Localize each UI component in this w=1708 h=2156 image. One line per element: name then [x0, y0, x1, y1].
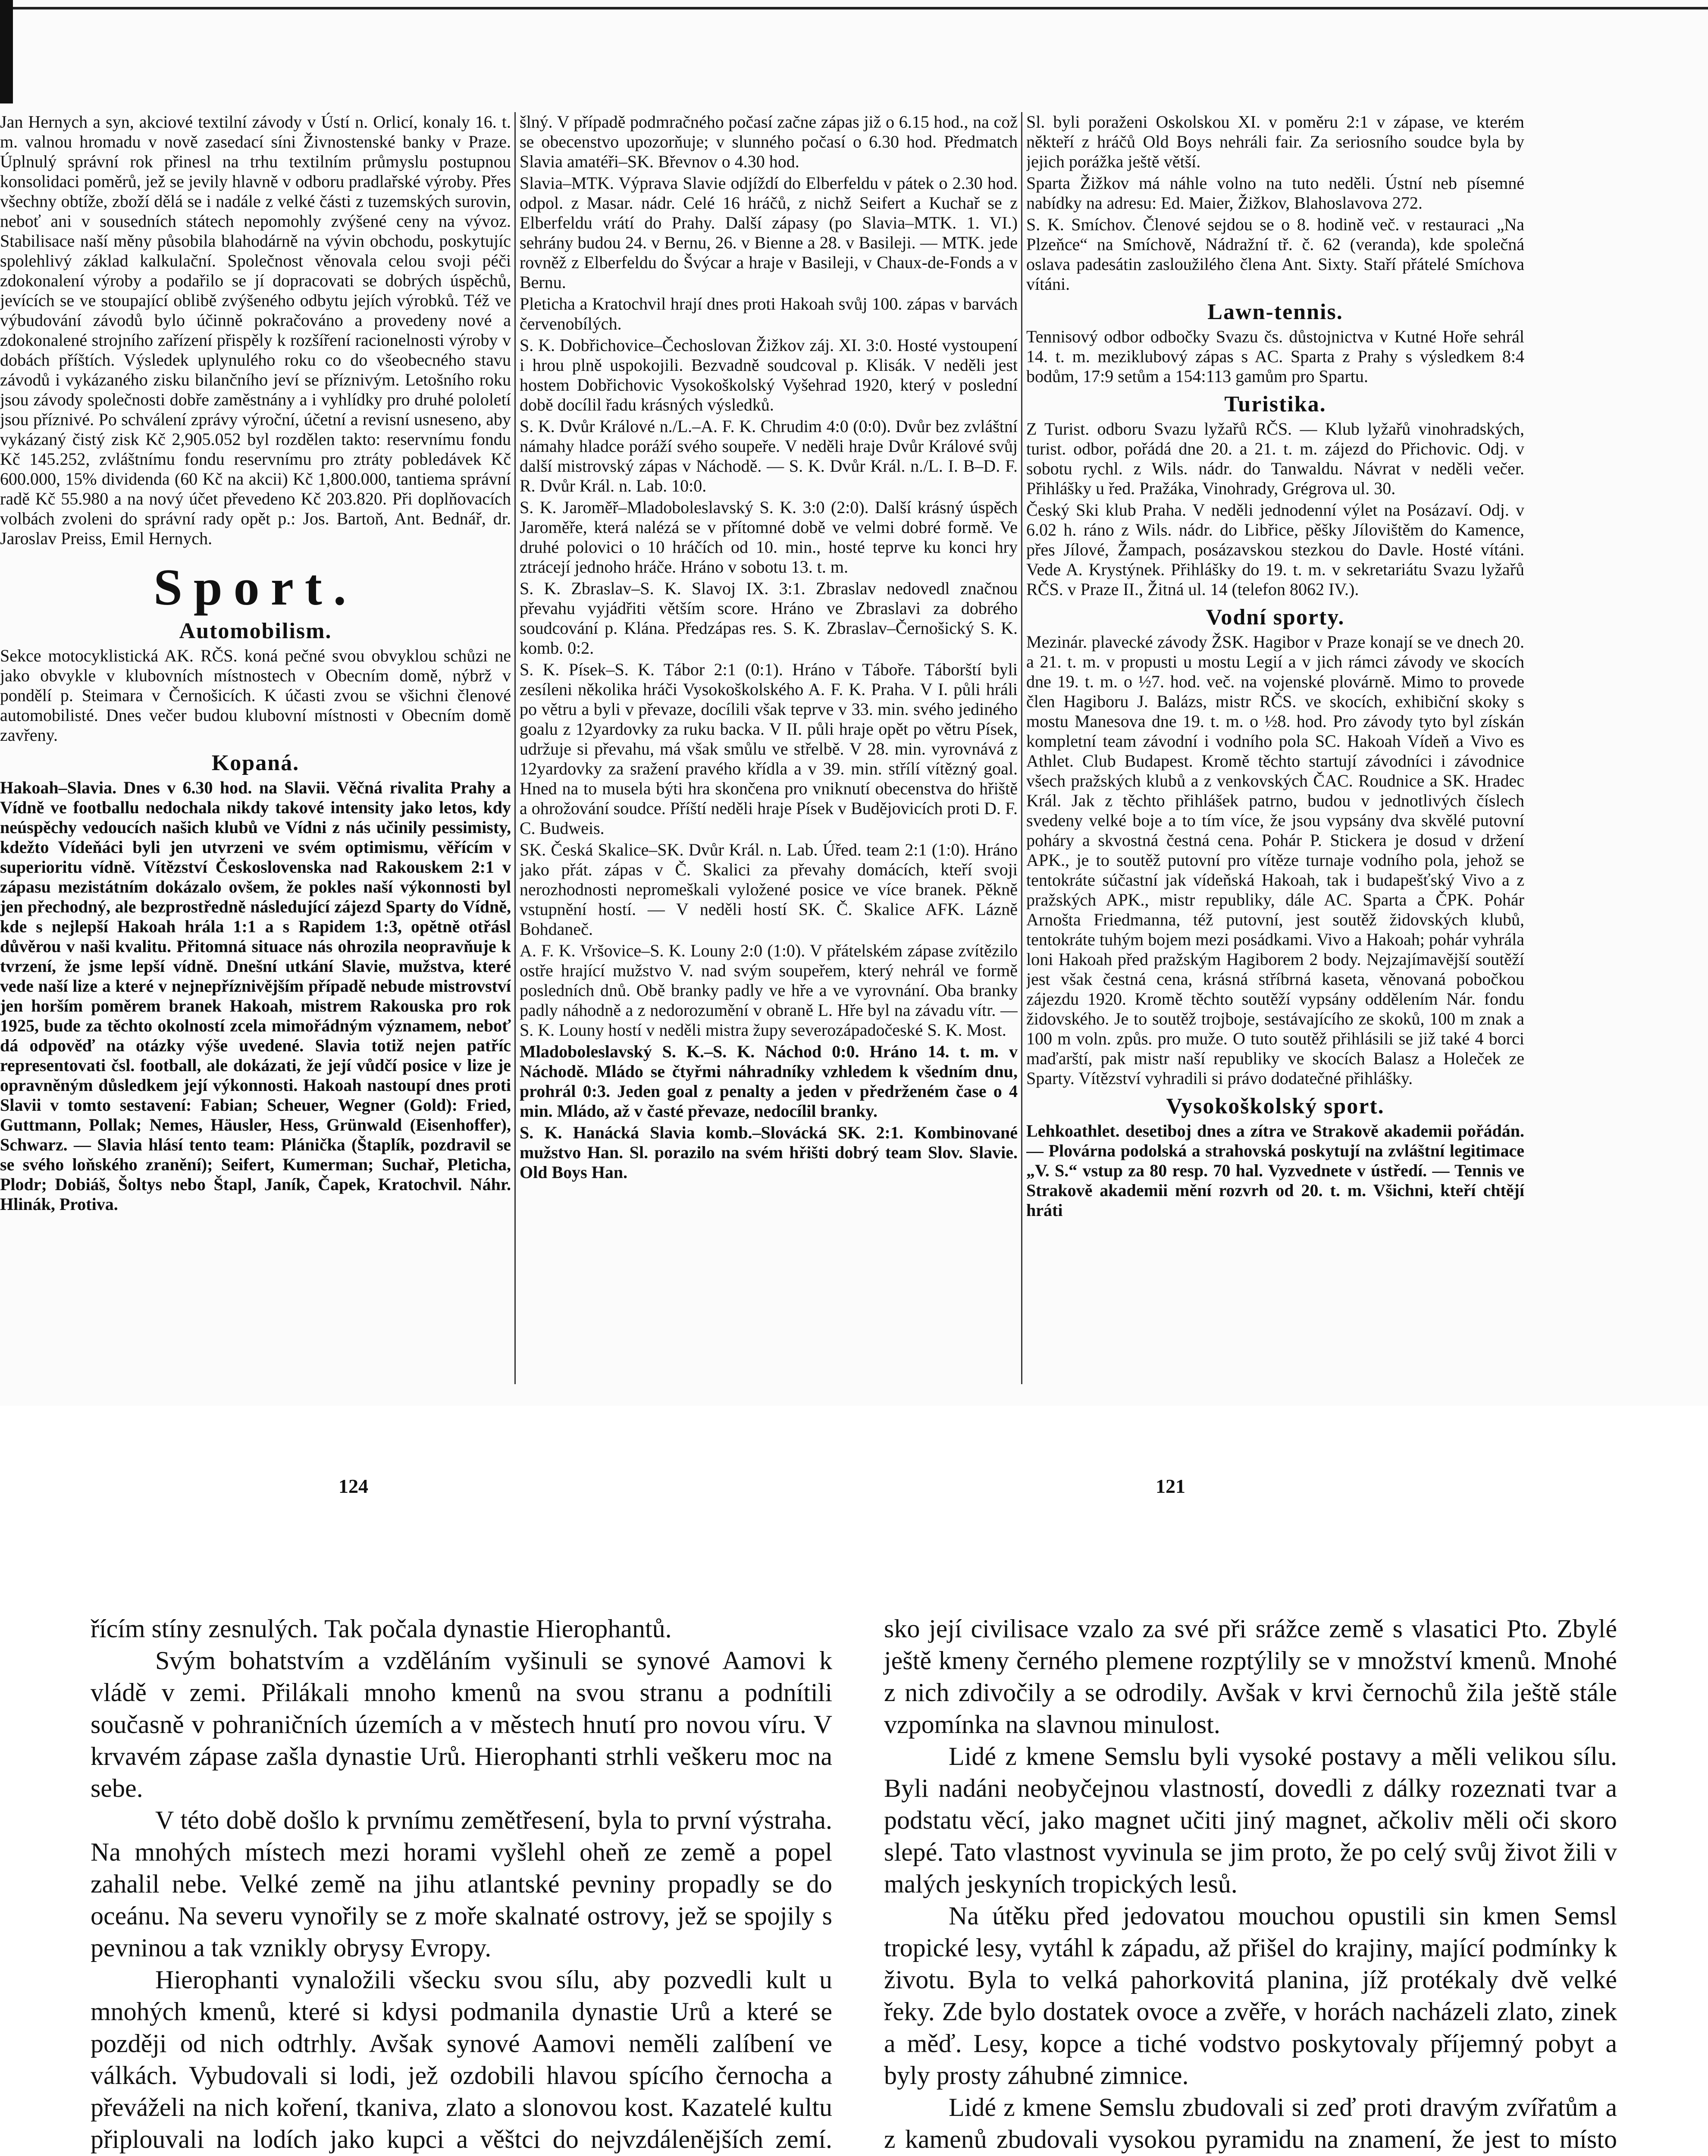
col2-item: S. K. Jaroměř–Mladoboleslavský S. K. 3:0 (2:0). Další krásný úspěch Jaroměře, která nalézá se v přítomné době ve velmi dobré formě. Ve druhé polovici o 10 hráčích od 10. min., hosté teprve ku konci hry ztrácejí jednoho hráče. Hráno v sobotu 13. t. m. [520, 498, 1018, 577]
col2-item: S. K. Zbraslav–S. K. Slavoj IX. 3:1. Zbraslav nedovedl značnou převahu vyjádřiti větším score. Hráno ve Zbraslavi za dobrého soudcování p. Klána. Předzápas res. S. K. Zbraslav–Černošický S. K. komb. 0:2. [520, 579, 1018, 658]
col2-item: A. F. K. Vršovice–S. K. Louny 2:0 (1:0). V přátelském zápase zvítězilo ostře hrající mužstvo V. nad svým soupeřem, který nehrál ve formě posledních dnů. Obě branky padly ve hře a ve vyrovnání. Oba branky padly náhodně a z nedorozumění v obraně L. Hře byl na závadu vítr. — S. K. Louny hostí v neděli mistra župy severozápadočeské S. K. Most. [520, 941, 1018, 1040]
university-sport-text: Lehkoathlet. desetiboj dnes a zítra ve Strakově akademii pořádán. — Plovárna podolská a strahovská poskytují na zvláštní legitimace „V. S.“ vstup za 80 resp. 70 hal. Vyzvednete v ústředí. — Tennis ve Strakově akademii mění rozvrh od 20. t. m. Všichni, kteří chtějí hráti [1026, 1121, 1524, 1220]
column-divider [1021, 112, 1022, 1384]
company-report: Jan Hernych a syn, akciové textilní závody v Ústí n. Orlicí, konaly 16. t. m. valnou hromadu v nově zasedací síni Živnostenské banky v Praze. Úplnulý správní rok přinesl na trhu textilním průmyslu postupnou konsolidaci poměrů, jež se jevily hlavně v odboru pradlařské výroby. Přes všechny obtíže, zboží dělá se i nadále z velké části z tuzemských surovin, neboť ani v sousedních státech nepomohly zvýšené ceny na vývoz. Stabilisace naší měny působila blahodárně na vývin obchodu, poskytujíc spolehlivý základ kalkulační. Společnost věnovala celou svoji péči zdokonalení výroby a podařilo se jí dopracovati se dobrých úspěchů, jevících se ve stoupající oblibě zvýšeného odbytu jejích výrobků. Též ve výbudování závodů bylo účinně pokračováno a provedeny nové a zdokonalené strojního zařízení přispěly k rozšíření racionelnosti výroby v dobách příštích. Výsledek uplynulého roku co do všeobecného stavu závodů i vykázaného zisku bilančního jeví se příznivým. Letošního roku jsou závody společnosti dobře zaměstnány a i vyhlídky pro druhé pololetí jsou příznivé. Po schválení zprávy výroční, účetní a revisní usneseno, aby vykázaný čistý zisk Kč 2,905.052 byl rozdělen takto: reservnímu fondu Kč 145.252, zvláštnímu fondu reservnímu pro ztráty pobledávek Kč 600.000, 15% dividenda (60 Kč na akcii) Kč 1,800.000, tantiema správní radě Kč 55.980 a na nový účet převedeno Kč 203.820. Při doplňovacích volbách zvoleni do správní rady opět p.: Jos. Bartoň, Ant. Bednář, dr. Jaroslav Preiss, Emil Hernych. [0, 112, 511, 548]
book-column-left [91, 1613, 832, 2156]
col3-item: Sl. byli poraženi Oskolskou XI. v poměru 2:1 v zápase, ve kterém někteří z hráčů Old Boys nehráli fair. Za seriosního soudce byla by jejich porážka ještě větší. [1026, 112, 1524, 171]
col2-item: Mladoboleslavský S. K.–S. K. Náchod 0:0. Hráno 14. t. m. v Náchodě. Mládo se čtyřmi náhradníky vzhledem k všedním dnu, prohrál 0:3. Jeden goal z penalty a jeden v předrženém čase o 4 min. Mládo, až v časté převaze, nedocílil branky. [520, 1042, 1018, 1121]
book-paragraph: Hierophanti vynaložili všecku svou sílu, aby pozvedli kult u mnohých kmenů, které si kdysi podmanila dynastie Urů a které se později od nich odtrhly. Avšak synové Aamovi neměli zalíbení ve válkách. Vybudovali si lodi, jež ozdobili hlavou spícího černocha a převáželi na nich koření, tkaniva, zlato a slonovou kost. Kazatelé kultu připlouvali na lodích jako kupci a věštci do nejvzdálenějších zemí. [91, 1965, 832, 2153]
tourism-text: Český Ski klub Praha. V neděli jednodenní výlet na Posázaví. Odj. v 6.02 h. ráno z Wils. nádr. do Libřice, pěšky Jílovištěm do Kamence, přes Jílové, Žampach, posázavskou stezkou do Davle. Hosté vítáni. Vede A. Krystýnek. Přihlášky do 19. t. m. v sekretariátu Svazu lyžařů RČS. v Praze II., Žitná ul. 14 (telefon 8062 IV.). [1026, 500, 1524, 599]
clipping-column-3 [1026, 112, 1524, 1388]
book-paragraph: V této době došlo k prvnímu zemětřesení, byla to první výstraha. Na mnohých místech mezi horami vyšlehl oheň ze země a popel zahalil nebe. Velké země na jihu atlantské pevniny propadly se do oceánu. Na severu vynořily se z moře skalnaté ostrovy, jež se spojily s pevninou a tak vznikly obrysy Evropy. [91, 1806, 832, 1962]
book-paragraph: Svým bohatstvím a vzděláním vyšinuli se synové Aamovi k vládě v zemi. Přilákali mnoho kmenů na svou stranu a podnítili současně v pohraničních územích a v městech hnutí pro novou víru. V krvavém zápase zašla dynastie Urů. Hierophanti strhli veškeru moc na sebe. [91, 1646, 832, 1802]
book-paragraph: Lidé z kmene Semslu zbudovali si zeď proti dravým zvířatům a z kamenů zbudovali vysokou pyramidu na znamení, že jest to místo [884, 2093, 1617, 2153]
col2-item: S. K. Dobřichovice–Čechoslovan Žižkov záj. XI. 3:0. Hosté vystoupení i hrou plně uspokojili. Bezvadně soudcoval p. Klisák. V neděli jest hostem Dobřichovic Vysokoškolský Vyšehrad 1920, který v poslední době docílil řadu krásných výsledků. [520, 335, 1018, 414]
clipping-column-1 [0, 112, 511, 1388]
lawn-tennis-text: Tennisový odbor odbočky Svazu čs. důstojnictva v Kutné Hoře sehrál 14. t. m. meziklubový zápas s AC. Sparta z Prahy s výsledkem 8:4 bodům, 17:9 setům a 154:113 gamům pro Spartu. [1026, 327, 1524, 386]
book-paragraph: řícím stíny zesnulých. Tak počala dynastie Hierophantů. [91, 1614, 672, 1643]
tourism-heading: Turistika. [1224, 392, 1326, 417]
col2-item: SK. Česká Skalice–SK. Dvůr Král. n. Lab. Úřed. team 2:1 (1:0). Hráno jako přát. zápas v Č. Skalici za převahy domácích, kteří svoji nerozhodnosti nepromeškali vyložené posice ve více branek. Pěkně vstupnění hostí. — V neděli hostí SK. Č. Skalice AFK. Lázně Bohdaneč. [520, 840, 1018, 939]
book-paragraph: Lidé z kmene Semslu byli vysoké postavy a měli velikou sílu. Byli nadáni neobyčejnou vlastností, dovedli z dálky rozeznati tvar a podstatu věcí, jako magnet učiti jiný magnet, ačkoliv měli oči skoro slepé. Tato vlastnost vyvinula se jim proto, že po celý svůj život žili v malých jeskyních tropických lesů. [884, 1742, 1617, 1898]
col3-item: S. K. Smíchov. Členové sejdou se o 8. hodině več. v restauraci „Na Plzeňce“ na Smíchově, Nádražní tř. č. 62 (veranda), kde společná oslava padesátin zasloužilého člena Ant. Sixty. Staří přátelé Smíchova vítáni. [1026, 215, 1524, 294]
column-divider [514, 112, 516, 1384]
col2-item: S. K. Písek–S. K. Tábor 2:1 (0:1). Hráno v Táboře. Táborští byli zesíleni několika hráči Vysokoškolského A. F. K. Praha. V I. půli hráli po větru a byli v převaze, docílili však teprve v 33. min. svého jediného goalu z 12yardovky za ruku backa. V II. půli hraje opět po větru Písek, udržuje si převahu, má však smůlu ve střelbě. V 28. min. vyrovnává z 12yardovky za sražení pravého křídla a v 39. min. střílí vítězný goal. Hned na to musela býti hra skončena pro vniknutí obecenstva do hřiště a ohrožování soudce. Příští neděli hraje Písek v Budějovicích proti D. F. C. Budweis. [520, 660, 1018, 838]
water-sports-text: Mezinár. plavecké závody ŽSK. Hagibor v Praze konají se ve dnech 20. a 21. t. m. v propusti u mostu Legií a v jich rámci závody ve skocích dne 19. t. m. o ½7. hod. več. na vojenské plovárně. Mimo to provede člen Hagiboru J. Balázs, mistr RČS. ve skocích, exhibiční skoky s mostu Manesova dne 19. t. m. o ½8. hod. Pro závody tyto byl získán kompletní team závodní i vodního pola SC. Hakoah Vídeň a Vivo es Athlet. Club Budapest. Kromě těchto startují závodníci i závodnice všech pražských klubů a z venkovských ČAC. Roudnice a SK. Hradec Král. Jak z těchto přihlášek patrno, budou v jednotlivých číslech svedeny velké boje a to tím více, že jsou vypsány dva skvělé putovní poháry a skvostná čestná cena. Pohár P. Stickera je dosud v držení APK., je to soutěž putovní pro vítěze turnaje vodního pola, jehož se tentokráte súčastní jak vídeňská Hakoah, tak i budapešťský Vivo a z pražských APK., mistr republiky, dále AC. Sparta a ČPK. Pohár Arnošta Friedmanna, též putovní, jest soutěž židovských klubů, tentokráte tuhým bojem mezi posádkami. Vivo a Hakoah; pohár vyhrála loni Hakoah před pražským Hagiborem 2 body. Nejzajímavější soutěží jest však čestná cena, krásná stříbrná kaseta, věnovaná pobočkou zájezdu 1920. Kromě těchto soutěží vypsány oddělením Nár. fondu židovského. Je to soutěž trojboje, sestávajícího ze skoků, 100 m znak a 100 m voln. způs. pro muže. O tuto soutěž přihlásili se již také 4 borci maďarští, pak mistr naší republiky ve skocích Balasz a Holeček ze Sparty. Vítězství vyhradili si právo dodatečné přihlášky. [1026, 632, 1524, 1088]
sport-heading: Sport. [154, 558, 357, 616]
col2-item: S. K. Hanácká Slavia komb.–Slovácká SK. 2:1. Kombinované mužstvo Han. Sl. porazilo na svém hřišti dobrý team Slov. Slavie. Old Boys Han. [520, 1123, 1018, 1182]
page-number-right: 121 [1156, 1475, 1185, 1497]
col2-item: Slavia–MTK. Výprava Slavie odjíždí do Elberfeldu v pátek o 2.30 hod. odpol. z Masar. nádr. Celé 16 hráčů, z nichž Seifert a Kuchař se z Elberfeldu vrátí do Prahy. Další zápasy (po Slavia–MTK. 1. VI.) sehrány budou 24. v Bernu, 26. v Bienne a 28. v Basileji. — MTK. jede rovněž z Elberfeldu do Švýcar a hraje v Basileji, v Chaux-de-Fonds a v Bernu. [520, 173, 1018, 292]
book-column-right [884, 1613, 1617, 2156]
col2-item: Pleticha a Kratochvil hrají dnes proti Hakoah svůj 100. zápas v barvách červenobílých. [520, 294, 1018, 333]
automobilism-heading: Automobilism. [179, 619, 332, 643]
clipping-top-rule [0, 7, 1708, 9]
water-sports-heading: Vodní sporty. [1206, 605, 1345, 630]
football-text: Hakoah–Slavia. Dnes v 6.30 hod. na Slavii. Věčná rivalita Prahy a Vídně ve footballu nedochala nikdy takové intensity jako letos, kdy neúspěchy vedoucích našich klubů ve Vídni z nás učinily pessimisty, kdežto Vídeňáci byli jen utvrzeni ve svém optimismu, věřícím v superioritu vídně. Vítězství Československa nad Rakouskem 2:1 v zápasu mezistátním dokázalo ovšem, že pokles naší výkonnosti byl jen přechodný, ale bezprostředně následující zájezd Sparty do Vídně, kde s nejlepší Hakoah hrála 1:1 a s Rapidem 1:3, opětně otřásl důvěrou v naši kvalitu. Přitomná situace nás ohrozila neopravňuje k tvrzení, že jsme lepší vídně. Dnešní utkání Slavie, mužstva, které vede naší lize a které v nejnepříznivějším případě nebude mistrovství jen horším poměrem branek Hakoah, mistrem Rakouska pro rok 1925, bude za těchto okolností zcela mimořádným významem, neboť dá odpověď na otázky výše uvedené. Slavia totiž nejen patříc representovati čsl. football, ale dokázati, že její vůdčí posice v lize je opravněným důsledkem její výkonnosti. Hakoah nastoupí dnes proti Slavii v tomto sestavení: Fabian; Scheuer, Wegner (Gold): Fried, Guttmann, Pollak; Nemes, Häusler, Hess, Grünwald (Eisenhoffer), Schwarz. — Slavia hlásí tento team: Plánička (Štaplík, pozdravil se se svého loňského zranění); Seifert, Kumerman; Suchař, Pleticha, Plodr; Dobiáš, Šoltys nebo Štapl, Janík, Čapek, Kratochvil. Náhr. Hlinák, Protiva. [0, 778, 511, 1214]
football-heading: Kopaná. [211, 751, 300, 775]
col3-item: Sparta Žižkov má náhle volno na tuto neděli. Ústní neb písemné nabídky na adresu: Ed. Maier, Žižkov, Blahoslavova 272. [1026, 173, 1524, 213]
tourism-text: Z Turist. odboru Svazu lyžařů RČS. — Klub lyžařů vinohradských, turist. odbor, pořádá dne 20. a 21. t. m. zájezd do Přichovic. Odj. v sobotu rychl. z Wils. nádr. do Tanwaldu. Návrat v neděli večer. Přihlášky u řed. Pražáka, Vinohrady, Grégrova ul. 30. [1026, 419, 1524, 498]
col2-item: S. K. Dvůr Králové n./L.–A. F. K. Chrudim 4:0 (0:0). Dvůr bez zvláštní námahy hladce poráží svého soupeře. V neděli hraje Dvůr Králové svůj další mistrovský zápas v Náchodě. — S. K. Dvůr Král. n./L. I. B–D. F. R. Dvůr Král. n. Lab. 10:0. [520, 417, 1018, 495]
automobilism-text: Sekce motocyklistická AK. RČS. koná pečné svou obvyklou schůzi ne jako obvykle v klubovních místnostech v Obecním domě, nýbrž v pondělí p. Steimara v Černošicích. K účasti zvou se všichni členové automobilisté. Dnes večer budou klubovní místnosti v Obecním domě zavřeny. [0, 646, 511, 745]
scan-edge [0, 0, 13, 103]
book-paragraph: sko její civilisace vzalo za své při srážce země s vlasatici Pto. Zbylé ještě kmeny černého plemene rozptýlily se v množství kmenů. Mnohé z nich zdivočily a se odrodily. Avšak v krvi černochů žila ještě stále vzpomínka na slavnou minulost. [884, 1614, 1617, 1739]
lawn-tennis-heading: Lawn-tennis. [1207, 300, 1343, 324]
col2-item: šlný. V případě podmračného počasí začne zápas již o 6.15 hod., na což se obecenstvo upozorňuje; v slunného počasí o 6.30 hod. Předmatch Slavia amatéři–SK. Břevnov o 4.30 hod. [520, 112, 1018, 171]
page-number-left: 124 [338, 1475, 368, 1497]
book-paragraph: Na útěku před jedovatou mouchou opustili sin kmen Semsl tropické lesy, vytáhl k západu, až přišel do krajiny, mající podmínky k životu. Byla to velká pahorkovitá planina, jíž protékaly dvě velké řeky. Zde bylo dostatek ovoce a zvěře, v horách nacházeli zlato, zinek a měď. Lesy, kopce a tiché vodstvo poskytovaly příjemný pobyt a byly prosty záhubné zimnice. [884, 1902, 1617, 2090]
clipping-column-2 [520, 112, 1018, 1388]
university-sport-heading: Vysokoškolský sport. [1166, 1094, 1385, 1119]
